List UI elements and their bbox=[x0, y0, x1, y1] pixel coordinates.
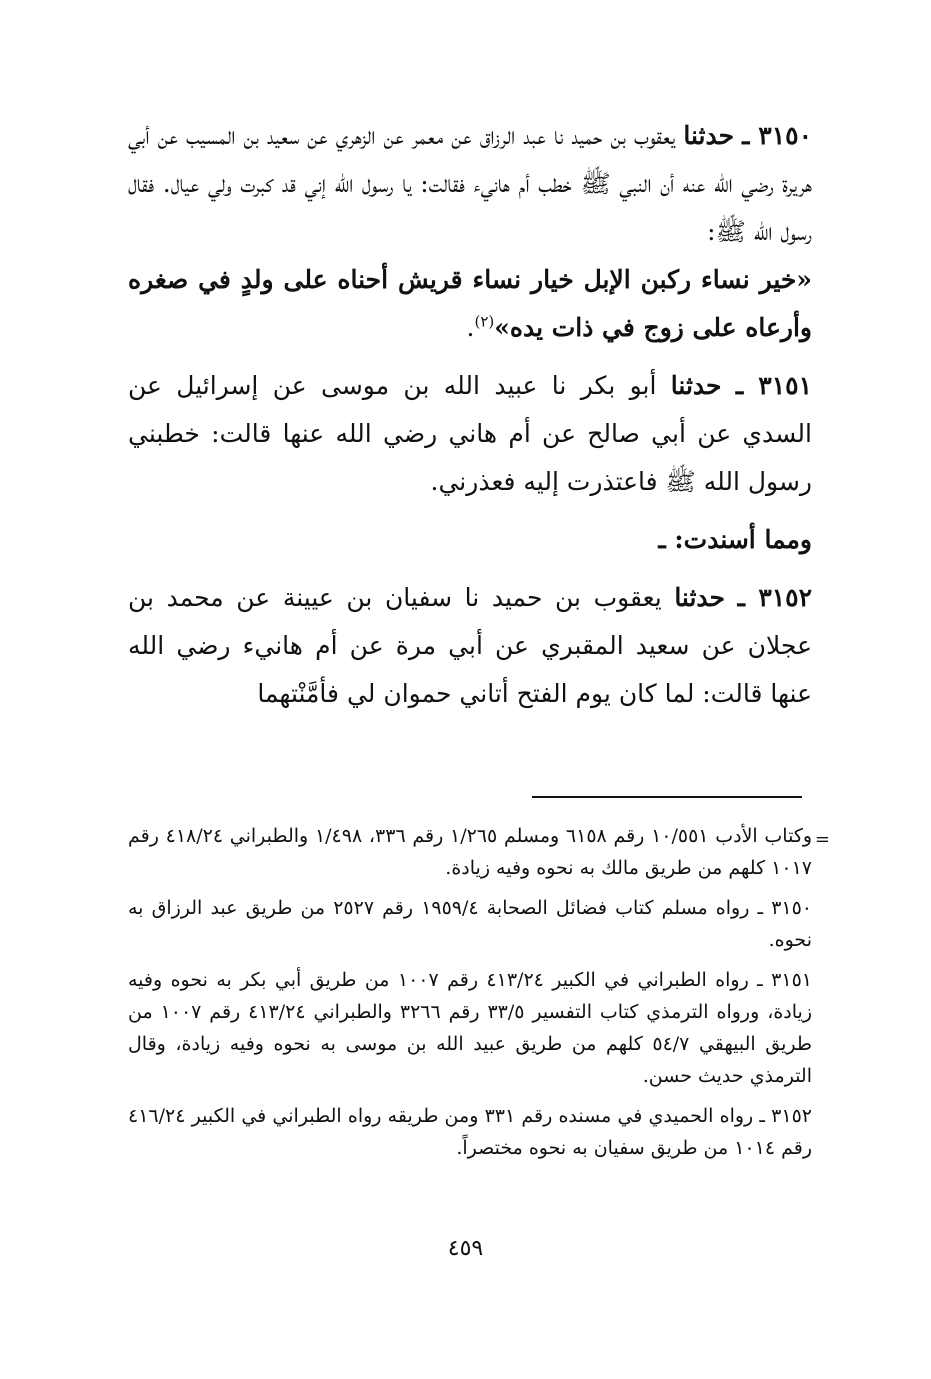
hadith-lead-word: حدثنا bbox=[683, 121, 735, 150]
hadith-text: يعقوب بن حميد نا عبد الرزاق عن معمر عن الزهري عن سعيد بن المسيب عن أبي هريرة رضي الله عنه أن النبي ﷺ خطب أم هانيء فقالت: يا رسول الله إني قد كبرت ولي عيال. فقال رسول الله ﷺ: bbox=[128, 121, 812, 246]
hadith-3152 bbox=[128, 574, 812, 718]
section-heading: ومما أسندت: ـ bbox=[658, 525, 812, 554]
hadith-number: ٣١٥١ ـ bbox=[735, 371, 812, 400]
hadith-text: أبو بكر نا عبيد الله بن موسى عن إسرائيل عن السدي عن أبي صالح عن أم هاني رضي الله عنها قالت: خطبني رسول الله ﷺ فاعتذرت إليه فعذرني. bbox=[128, 371, 812, 496]
continuation-mark: = bbox=[814, 829, 830, 850]
main-text bbox=[128, 112, 812, 728]
hadith-text: يعقوب بن حميد نا سفيان بن عيينة عن محمد بن عجلان عن سعيد المقبري عن أبي مرة عن أم هانيء رضي الله عنها قالت: لما كان يوم الفتح أتاني حموان لي فأمَّنْتهما bbox=[128, 583, 812, 708]
hadith-lead-word: حدثنا bbox=[670, 371, 722, 400]
sentence-end: . bbox=[466, 313, 475, 342]
footnote-continuation bbox=[128, 820, 830, 884]
hadith-lead-word: حدثنا bbox=[674, 583, 726, 612]
footnote-separator bbox=[532, 796, 802, 798]
prophetic-quote: «خير نساء ركبن الإبل خيار نساء قريش أحناه على ولدٍ في صغره وأرعاه على زوج في ذات يده» bbox=[128, 265, 812, 342]
footnote-ref[interactable]: (٢) bbox=[474, 312, 495, 331]
hadith-3150 bbox=[128, 112, 812, 352]
footnote-text: وكتاب الأدب ١٠/٥٥١ رقم ٦١٥٨ ومسلم ١/٢٦٥ رقم ٣٣٦، ١/٤٩٨ والطبراني ٤١٨/٢٤ رقم ١٠١٧ كلهم من طريق مالك به نحوه وفيه زيادة. bbox=[128, 825, 813, 879]
footnote-3151: ٣١٥١ ـ رواه الطبراني في الكبير ٤١٣/٢٤ رقم ١٠٠٧ من طريق أبي بكر به نحوه وفيه زيادة، ورواه الترمذي كتاب التفسير ٣٣/٥ رقم ٣٢٦٦ والطبراني ٤١٣/٢٤ رقم ١٠٠٧ من طريق البيهقي ٥٤/٧ كلهم من طريق عبيد الله بن موسى به نحوه وفيه زيادة، وقال الترمذي حديث حسن. bbox=[128, 969, 813, 1087]
hadith-number: ٣١٥٢ ـ bbox=[737, 583, 813, 612]
hadith-number: ٣١٥٠ ـ bbox=[742, 121, 813, 150]
footnotes bbox=[128, 820, 830, 1172]
hadith-3151 bbox=[128, 362, 812, 506]
footnote-3152: ٣١٥٢ ـ رواه الحميدي في مسنده رقم ٣٣١ ومن طريقه رواه الطبراني في الكبير ٤١٦/٢٤ رقم ١٠١٤ من طريق سفيان به نحوه مختصراً. bbox=[128, 1105, 812, 1159]
footnote-3150: ٣١٥٠ ـ رواه مسلم كتاب فضائل الصحابة ١٩٥٩/٤ رقم ٢٥٢٧ من طريق عبد الرزاق به نحوه. bbox=[128, 897, 813, 951]
page-number: ٤٥٩ bbox=[447, 1236, 484, 1261]
